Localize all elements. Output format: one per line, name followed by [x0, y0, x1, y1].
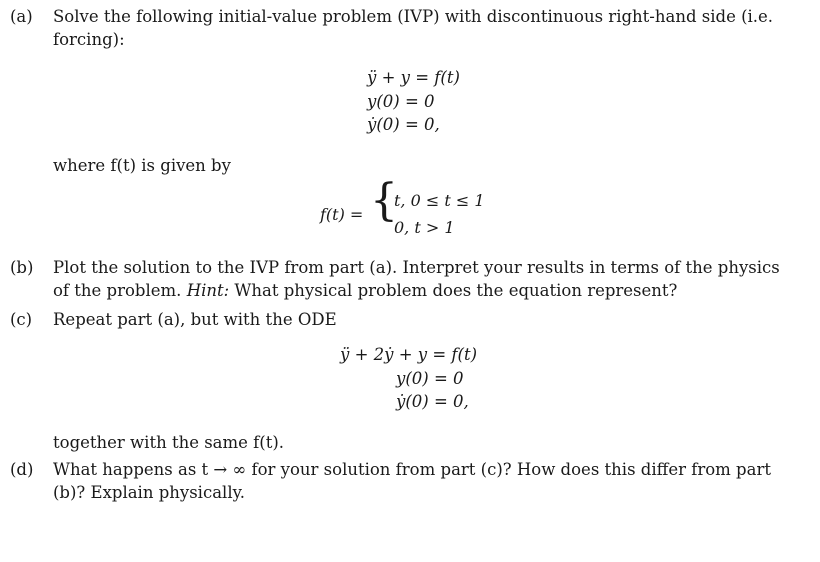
part-b-label: (b) — [10, 258, 34, 277]
part-b-text-line-1: Plot the solution to the IVP from part (a). Interpret your results in terms of the physics — [53, 258, 780, 277]
part-c-eq-3: ẏ(0) = 0, — [396, 392, 469, 411]
part-b-text-2b: What physical problem does the equation represent? — [229, 281, 678, 300]
part-a-text-line-1: Solve the following initial-value problem (IVP) with discontinuous right-hand side (i.e. — [53, 7, 774, 26]
part-a-eq-3: ẏ(0) = 0, — [367, 115, 440, 134]
part-a-equations — [367, 66, 460, 137]
part-b-text-2a: of the problem. — [53, 281, 187, 300]
piecewise-lhs: f(t) = — [320, 205, 364, 224]
part-c-eq-2: y(0) = 0 — [396, 368, 464, 388]
part-a-label: (a) — [10, 7, 33, 26]
part-d-text-line-1: What happens as t → ∞ for your solution from part (c)? How does this differ from part — [53, 460, 771, 479]
brace-symbol: { — [370, 175, 398, 226]
part-d-label: (d) — [10, 460, 34, 479]
part-c-equations — [340, 343, 477, 414]
part-a-where: where f(t) is given by — [53, 156, 231, 175]
part-c-eq-1: ÿ + 2ẏ + y = f(t) — [340, 345, 478, 364]
piecewise-case-2: 0, t > 1 — [394, 218, 455, 237]
part-b-hint: Hint: — [186, 281, 230, 300]
part-d-text-line-2: (b)? Explain physically. — [53, 483, 245, 502]
part-a-eq-2: y(0) = 0 — [367, 91, 435, 111]
part-c-text-line-1: Repeat part (a), but with the ODE — [53, 310, 337, 329]
part-c-together: together with the same f(t). — [53, 433, 285, 452]
piecewise-case-1: t, 0 ≤ t ≤ 1 — [394, 191, 485, 210]
part-a-text-line-2: forcing): — [53, 30, 125, 49]
part-b-text-line-2 — [53, 279, 793, 302]
part-c-label: (c) — [10, 310, 33, 329]
part-a-eq-1: ÿ + y = f(t) — [367, 68, 460, 87]
